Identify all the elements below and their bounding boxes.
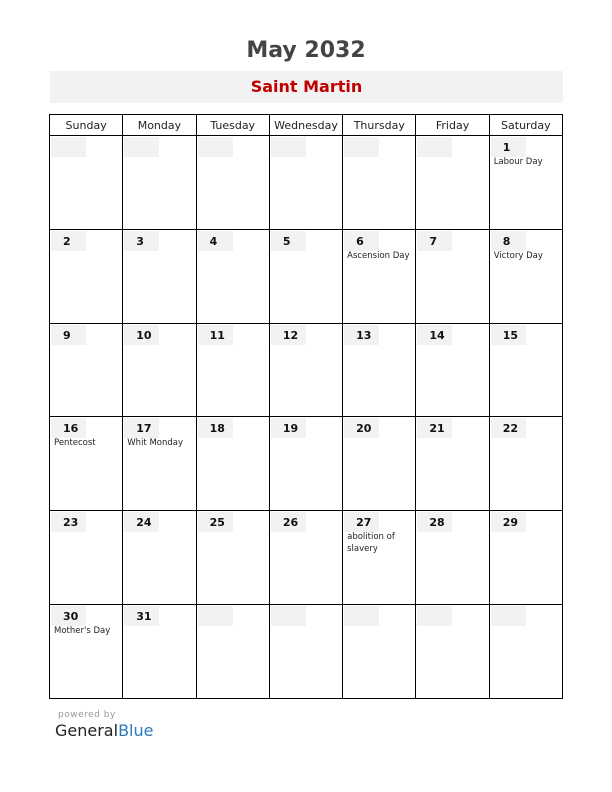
day-number: 28 — [429, 516, 445, 530]
date-label-bg — [271, 137, 306, 157]
day-cell — [269, 323, 342, 417]
day-number: 11 — [209, 328, 225, 342]
day-number: 31 — [136, 610, 152, 624]
powered-by-label: powered by — [58, 710, 116, 720]
day-cell — [416, 605, 489, 699]
day-cell — [196, 417, 269, 511]
day-cell — [196, 229, 269, 323]
day-number: 29 — [502, 516, 518, 530]
day-number: 22 — [502, 422, 518, 436]
logo-text-blue: Blue — [118, 721, 154, 740]
holiday-label: Victory Day — [493, 250, 543, 261]
day-number: 27 — [356, 516, 372, 530]
day-number: 17 — [136, 422, 152, 436]
day-cell — [50, 511, 123, 605]
day-cell — [123, 136, 196, 230]
weekday-header: Friday — [416, 115, 489, 136]
day-cell — [416, 323, 489, 417]
day-cell — [489, 417, 562, 511]
day-number: 8 — [502, 234, 511, 248]
day-number: 16 — [63, 422, 79, 436]
day-number: 13 — [356, 328, 372, 342]
day-cell — [123, 417, 196, 511]
day-cell — [196, 136, 269, 230]
day-cell — [343, 229, 416, 323]
date-label-bg — [198, 137, 233, 157]
day-cell — [489, 229, 562, 323]
holiday-label: Mother's Day — [54, 626, 111, 637]
day-cell — [269, 136, 342, 230]
day-cell — [416, 229, 489, 323]
day-number: 19 — [282, 422, 299, 436]
day-cell — [50, 417, 123, 511]
day-number: 14 — [429, 328, 445, 342]
day-number: 26 — [282, 516, 299, 530]
calendar-grid — [49, 114, 563, 699]
day-number: 15 — [502, 328, 518, 342]
day-number: 10 — [136, 328, 152, 342]
day-cell — [489, 511, 562, 605]
day-cell — [269, 229, 342, 323]
day-number: 2 — [63, 234, 71, 248]
day-number: 21 — [429, 422, 445, 436]
weekday-header: Sunday — [50, 115, 123, 136]
day-number: 30 — [63, 610, 79, 624]
weekday-header: Monday — [123, 115, 196, 136]
holiday-label: abolition of slavery — [347, 532, 395, 554]
day-cell — [416, 511, 489, 605]
day-cell — [343, 136, 416, 230]
day-cell — [50, 605, 123, 699]
weekday-header: Saturday — [489, 115, 562, 136]
week-row — [50, 136, 563, 230]
day-cell — [123, 323, 196, 417]
day-cell — [123, 229, 196, 323]
day-cell — [343, 605, 416, 699]
weekday-header: Thursday — [343, 115, 416, 136]
day-cell — [343, 417, 416, 511]
week-row — [50, 229, 563, 323]
day-number: 3 — [136, 234, 144, 248]
date-label-bg — [417, 137, 452, 157]
day-cell — [269, 605, 342, 699]
week-row — [50, 511, 563, 605]
week-row — [50, 417, 563, 511]
date-label-bg — [344, 137, 379, 157]
day-cell — [343, 323, 416, 417]
day-cell — [50, 229, 123, 323]
generalblue-logo[interactable] — [55, 721, 153, 740]
day-cell — [269, 417, 342, 511]
day-number: 5 — [282, 234, 291, 248]
day-cell — [343, 511, 416, 605]
calendar-title: May 2032 — [246, 38, 366, 63]
day-cell — [269, 511, 342, 605]
day-number: 1 — [502, 141, 511, 154]
logo-text-general: General — [55, 721, 119, 740]
day-cell — [416, 417, 489, 511]
day-number: 25 — [209, 516, 225, 530]
date-label-bg — [271, 606, 306, 626]
day-cell — [196, 605, 269, 699]
day-number: 24 — [136, 516, 152, 530]
week-row — [50, 605, 563, 699]
date-label-bg — [344, 606, 379, 626]
day-number: 23 — [63, 516, 79, 530]
country-banner: Saint Martin — [50, 71, 563, 103]
holiday-label: Whit Monday — [127, 438, 184, 449]
day-cell — [123, 605, 196, 699]
day-cell — [489, 323, 562, 417]
day-number: 6 — [356, 234, 364, 248]
day-cell — [123, 511, 196, 605]
weekday-header-row — [50, 115, 563, 136]
day-cell — [50, 323, 123, 417]
date-label-bg — [417, 606, 452, 626]
date-label-bg — [124, 137, 159, 157]
holiday-label: Labour Day — [493, 157, 543, 167]
holiday-label: Pentecost — [54, 438, 96, 449]
day-cell — [416, 136, 489, 230]
day-cell — [196, 323, 269, 417]
day-cell — [489, 605, 562, 699]
holiday-label: Ascension Day — [347, 250, 410, 261]
date-label-bg — [51, 137, 86, 157]
day-cell — [196, 511, 269, 605]
day-number: 9 — [63, 328, 71, 342]
day-number: 20 — [356, 422, 372, 436]
week-row — [50, 323, 563, 417]
date-label-bg — [491, 606, 526, 626]
day-cell — [489, 136, 562, 230]
day-number: 18 — [209, 422, 225, 436]
date-label-bg — [198, 606, 233, 626]
weekday-header: Tuesday — [196, 115, 269, 136]
day-cell — [50, 136, 123, 230]
weekday-header: Wednesday — [269, 115, 342, 136]
day-number: 12 — [282, 328, 299, 342]
day-number: 7 — [429, 234, 438, 248]
day-number: 4 — [209, 234, 218, 248]
